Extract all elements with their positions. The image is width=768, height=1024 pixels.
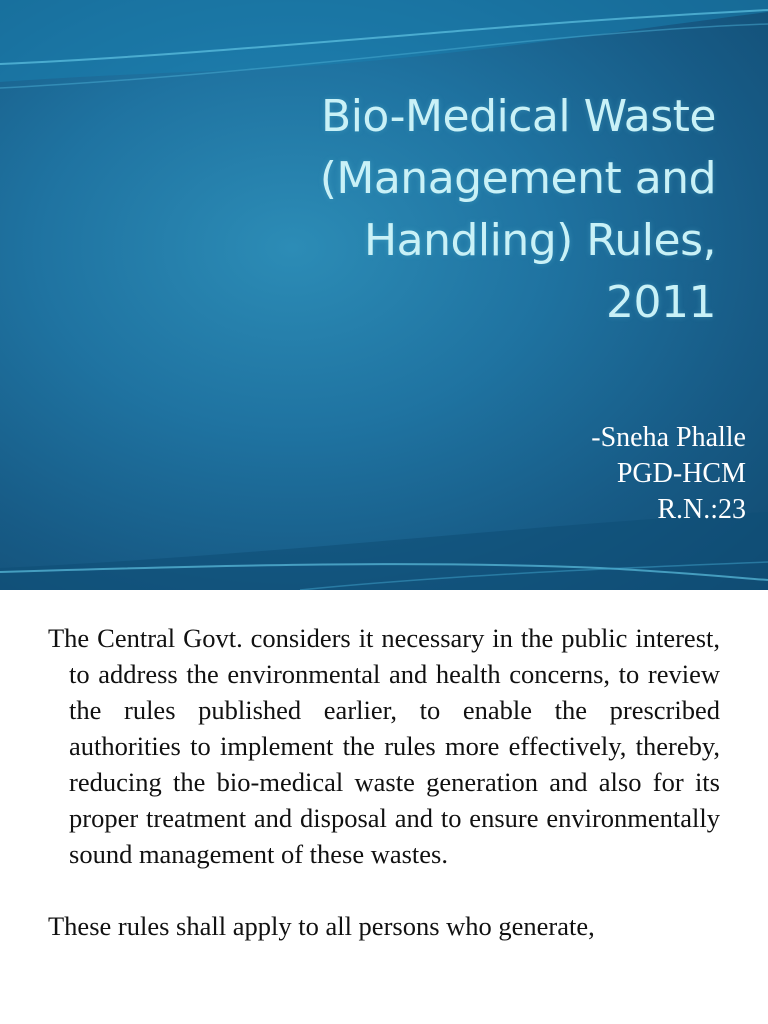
- body-paragraph: The Central Govt. considers it necessary in the public interest, to address the environmental and health concerns, to review the rules published earlier, to enable the prescribed authorities to implement the rules more effectively, thereby, reducing the bio-medical waste generation and also for its proper treatment and disposal and to ensure environmentally sound management of these wastes.: [48, 623, 720, 869]
- slide-title-line: (Management and: [319, 153, 716, 204]
- document-body: [48, 620, 720, 944]
- body-paragraph: These rules shall apply to all persons who generate,: [48, 911, 595, 941]
- slide-title-line: Bio-Medical Waste: [321, 91, 716, 142]
- top-wave-band: [0, 0, 768, 82]
- author-block: [591, 420, 746, 528]
- slide-title-line: Handling) Rules,: [364, 215, 716, 266]
- slide-title: [196, 86, 716, 334]
- author-roll-number: R.N.:23: [657, 494, 746, 525]
- author-program: PGD-HCM: [616, 458, 746, 489]
- author-name: -Sneha Phalle: [591, 422, 746, 453]
- slide-title-line: 2011: [606, 277, 716, 328]
